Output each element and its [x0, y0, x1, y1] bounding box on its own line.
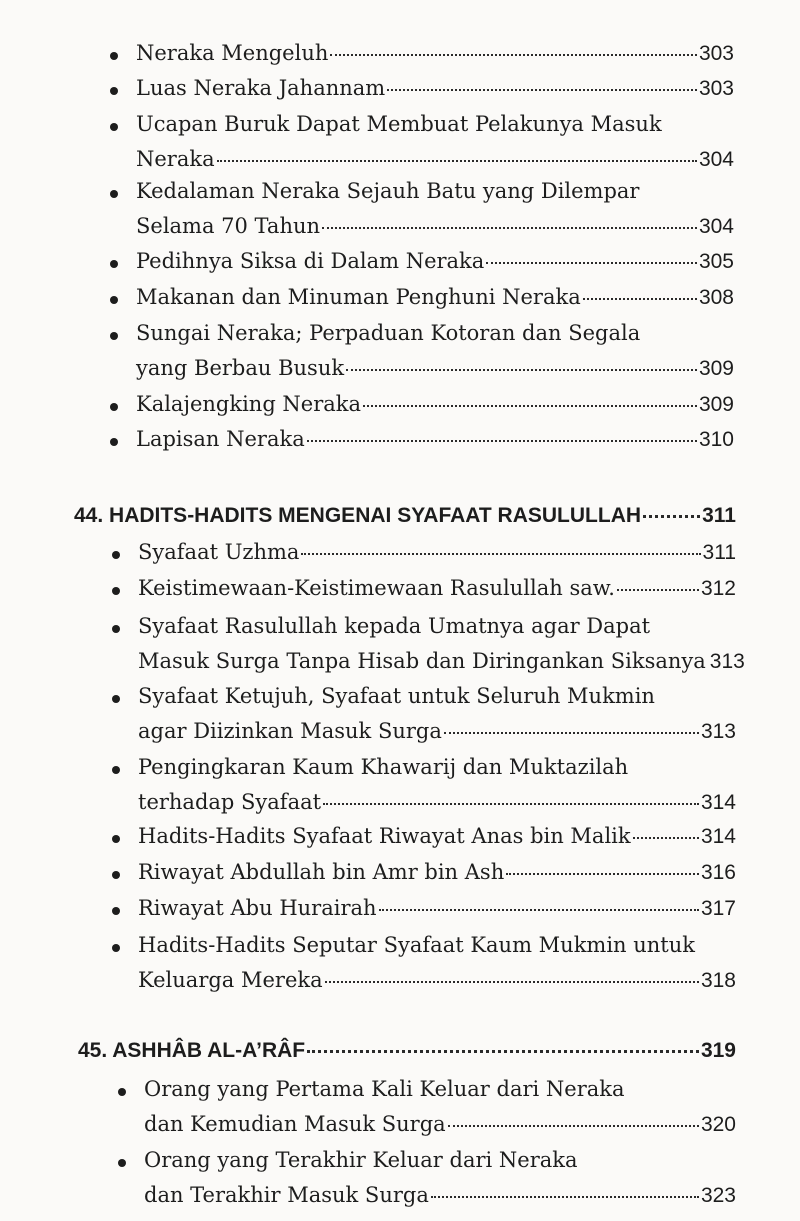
page-number: 313	[709, 650, 745, 673]
bullet-icon	[110, 260, 118, 268]
bullet-icon	[112, 695, 120, 703]
toc-item: Ucapan Buruk Dapat Membuat Pelakunya Masuk Neraka 304	[136, 108, 734, 178]
page-number: 303	[698, 77, 734, 100]
dot-leader	[387, 89, 697, 91]
page-number: 308	[698, 286, 734, 309]
dot-leader	[643, 515, 700, 518]
dot-leader	[448, 1125, 699, 1127]
dot-leader	[379, 909, 699, 911]
chapter-heading: 45. ASHHÂB AL-A’RÂF 319	[78, 1035, 736, 1069]
page-number: 317	[700, 897, 736, 920]
page-number: 309	[698, 393, 734, 416]
dot-leader	[633, 837, 699, 839]
toc-item: Pengingkaran Kaum Khawarij dan Muktazilah terhadap Syafaat 314	[138, 751, 736, 821]
dot-leader	[617, 589, 699, 591]
dot-leader	[583, 298, 697, 300]
bullet-icon	[112, 835, 120, 843]
page-number: 320	[700, 1113, 736, 1136]
toc-item: Riwayat Abu Hurairah 317	[138, 892, 736, 927]
bullet-icon	[110, 296, 118, 304]
bullet-icon	[112, 766, 120, 774]
page-number: 311	[702, 504, 736, 527]
bullet-icon	[118, 1159, 126, 1167]
dot-leader	[301, 553, 700, 555]
page-number: 318	[700, 969, 736, 992]
dot-leader	[346, 369, 697, 371]
bullet-icon	[110, 403, 118, 411]
dot-leader	[323, 803, 699, 805]
bullet-icon	[112, 871, 120, 879]
bullet-icon	[112, 625, 120, 633]
toc-item: Sungai Neraka; Perpaduan Kotoran dan Segala yang Berbau Busuk 309	[136, 317, 734, 387]
toc-item: Keistimewaan-Keistimewaan Rasulullah saw. 312	[138, 572, 736, 607]
page-number: 303	[698, 42, 734, 65]
toc-item: Kalajengking Neraka 309	[136, 388, 734, 423]
dot-leader	[486, 262, 697, 264]
dot-leader	[431, 1196, 699, 1198]
toc-item: Riwayat Abdullah bin Amr bin Ash 316	[138, 856, 736, 891]
toc-item: Hadits-Hadits Seputar Syafaat Kaum Mukmin untuk Keluarga Mereka 318	[138, 929, 736, 999]
page-number: 312	[700, 577, 736, 600]
page-number: 311	[702, 541, 736, 564]
page-number: 304	[698, 148, 734, 171]
dot-leader	[217, 160, 697, 162]
toc-item: Syafaat Rasulullah kepada Umatnya agar Dapat Masuk Surga Tanpa Hisab dan Diringankan Siksanya 313	[138, 610, 736, 680]
bullet-icon	[118, 1088, 126, 1096]
dot-leader	[506, 873, 699, 875]
bullet-icon	[112, 944, 120, 952]
chapter-heading: 44. HADITS-HADITS MENGENAI SYAFAAT RASULULLAH 311	[74, 500, 736, 534]
toc-item: Neraka Mengeluh 303	[136, 37, 734, 72]
dot-leader	[307, 440, 697, 442]
page-number: 313	[700, 720, 736, 743]
dot-leader	[444, 732, 699, 734]
page-number: 310	[698, 428, 734, 451]
toc-item: Hadits-Hadits Syafaat Riwayat Anas bin Malik 314	[138, 820, 736, 855]
bullet-icon	[110, 87, 118, 95]
page-number: 305	[698, 250, 734, 273]
bullet-icon	[110, 332, 118, 340]
page-number: 309	[698, 357, 734, 380]
toc-item: Orang yang Terakhir Keluar dari Neraka dan Terakhir Masuk Surga 323	[144, 1144, 736, 1214]
bullet-icon	[110, 190, 118, 198]
toc-item: Orang yang Pertama Kali Keluar dari Neraka dan Kemudian Masuk Surga 320	[144, 1073, 736, 1143]
bullet-icon	[112, 587, 120, 595]
bullet-icon	[110, 438, 118, 446]
dot-leader	[363, 405, 697, 407]
dot-leader	[325, 981, 699, 983]
dot-leader	[307, 1050, 699, 1053]
dot-leader	[330, 54, 697, 56]
toc-item: Luas Neraka Jahannam 303	[136, 72, 734, 107]
bullet-icon	[112, 907, 120, 915]
page-number: 319	[700, 1039, 736, 1062]
toc-item: Pedihnya Siksa di Dalam Neraka 305	[136, 245, 734, 280]
dot-leader	[322, 227, 697, 229]
toc-item: Lapisan Neraka 310	[136, 423, 734, 458]
page-number: 314	[700, 791, 736, 814]
page-number: 323	[700, 1184, 736, 1207]
page-number: 314	[700, 825, 736, 848]
toc-item: Syafaat Ketujuh, Syafaat untuk Seluruh Mukmin agar Diizinkan Masuk Surga 313	[138, 680, 736, 750]
toc-item: Syafaat Uzhma 311	[138, 536, 736, 571]
bullet-icon	[110, 52, 118, 60]
toc-item: Kedalaman Neraka Sejauh Batu yang Dilempar Selama 70 Tahun 304	[136, 175, 734, 245]
bullet-icon	[112, 551, 120, 559]
page-number: 316	[700, 861, 736, 884]
bullet-icon	[110, 123, 118, 131]
page-number: 304	[698, 215, 734, 238]
toc-item: Makanan dan Minuman Penghuni Neraka 308	[136, 281, 734, 316]
